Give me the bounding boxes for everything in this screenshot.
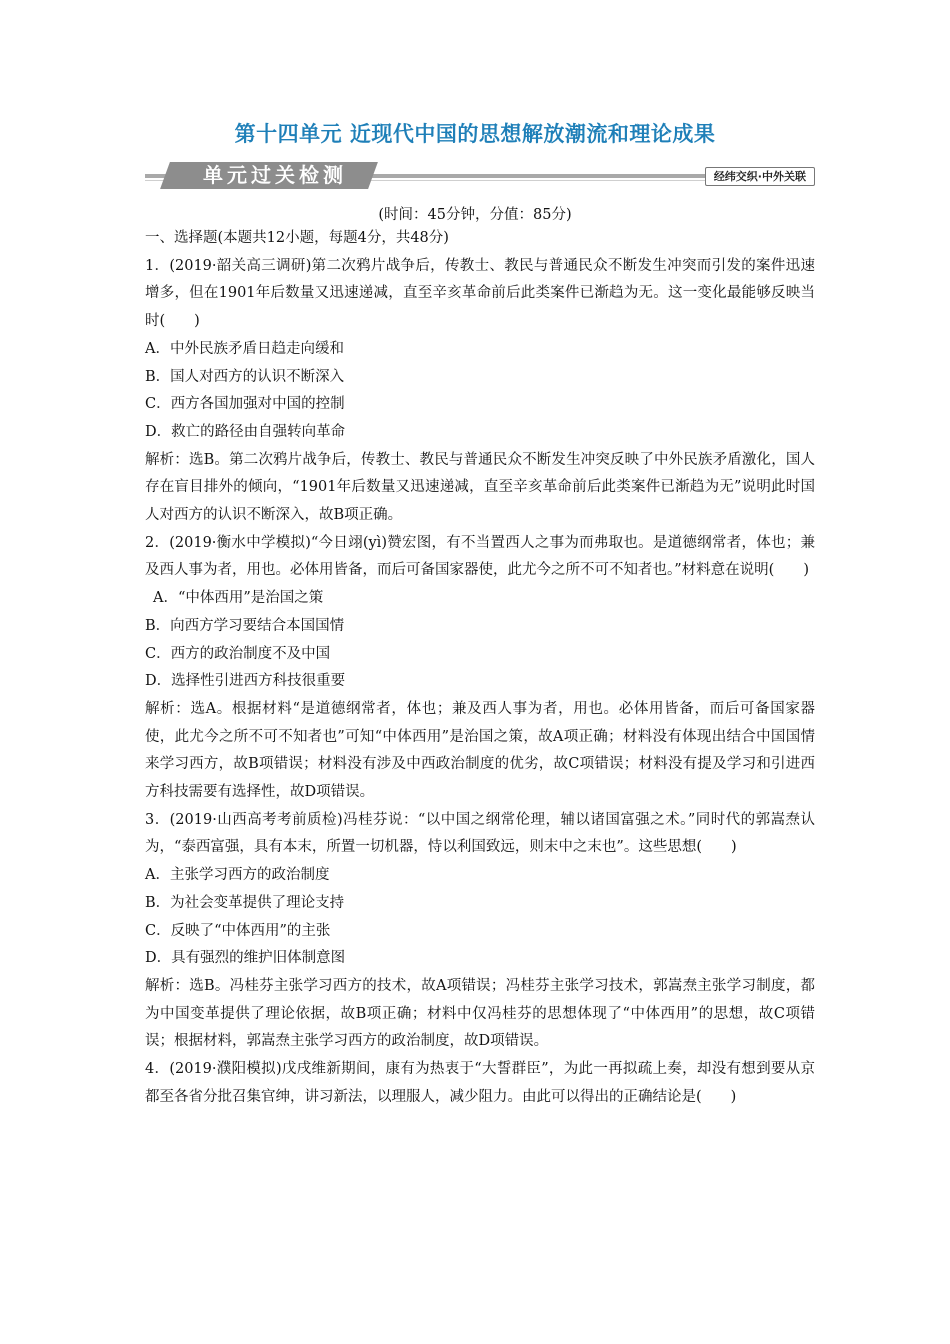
option-a: A．主张学习西方的政治制度 — [145, 867, 330, 884]
section-banner — [145, 163, 815, 187]
question-stem: 3．(2019·山西高考考前质检)冯桂芬说：“以中国之纲常伦理，辅以诸国富强之术。”同时代的郭嵩焘认为，“泰西富强，具有本末，所置一切机器，恃以利国致远，则末中之末也”。这些思想( ) — [145, 811, 815, 856]
option-b: B．为社会变革提供了理论支持 — [145, 894, 345, 911]
option-c: C．西方的政治制度不及中国 — [145, 645, 331, 662]
option-a: A．中外民族矛盾日趋走向缓和 — [145, 340, 344, 357]
option-d: D．具有强烈的维护旧体制意图 — [145, 950, 346, 967]
question-stem: 2．(2019·衡水中学模拟)“今日翊(yì)赞宏图，有不当置西人之事为而弗取也。是道德纲常者，体也；兼及西人事为者，用也。必体用皆备，而后可备国家器使，此尤今之所不可不知者也。”材料意在说明( ) — [145, 534, 815, 579]
option-b: B．国人对西方的认识不断深入 — [145, 368, 345, 385]
option-d: D．选择性引进西方科技很重要 — [145, 673, 346, 690]
analysis: 解析：选B。冯桂芬主张学习西方的技术，故A项错误；冯桂芬主张学习技术，郭嵩焘主张学习制度，都为中国变革提供了理论依据，故B项正确；材料中仅冯桂芬的思想体现了“中体西用”的思想，故C项错误；根据材料，郭嵩焘主张学习西方的政治制度，故D项错误。 — [145, 977, 815, 1050]
page-title: 第十四单元 近现代中国的思想解放潮流和理论成果 — [234, 122, 716, 146]
option-a: A．“中体西用”是治国之策 — [153, 590, 324, 607]
option-b: B．向西方学习要结合本国国情 — [145, 617, 345, 634]
exam-meta: (时间：45分钟，分值：85分) — [378, 207, 572, 223]
question-stem: 4．(2019·濮阳模拟)戊戌维新期间，康有为热衷于“大誓群臣”，为此一再拟疏上奏，却没有想到要从京都至各省分批召集官绅，讲习新法，以理服人，减少阻力。由此可以得出的正确结论是( ) — [145, 1061, 815, 1105]
option-d: D．救亡的路径由自强转向革命 — [145, 423, 346, 440]
question-stem: 1．(2019·韶关高三调研)第二次鸦片战争后，传教士、教民与普通民众不断发生冲突而引发的案件迅速增多，但在1901年后数量又迅速递减，直至辛亥革命前后此类案件已渐趋为无。这一变化最能够反映当时( ) — [145, 257, 815, 330]
analysis: 解析：选A。根据材料“是道德纲常者，体也；兼及西人事为者，用也。必体用皆备，而后可备国家器使，此尤今之所不可不知者也”可知“中体西用”是治国之策，故A项正确；材料没有体现出结合中国国情来学习西方，故B项错误；材料没有涉及中西政治制度的优劣，故C项错误；材料没有提及学习和引进西方科技需要有选择性，故D项错误。 — [145, 700, 815, 801]
option-c: C．西方各国加强对中国的控制 — [145, 396, 345, 413]
analysis: 解析：选B。第二次鸦片战争后，传教士、教民与普通民众不断发生冲突反映了中外民族矛盾激化，国人存在盲目排外的倾向，“1901年后数量又迅速递减，直至辛亥革命前后此类案件已渐趋为无”说明此时国人对西方的认识不断深入，故B项正确。 — [145, 451, 815, 524]
section-heading: 一、选择题(本题共12小题，每题4分，共48分) — [145, 230, 449, 246]
document-body — [145, 225, 815, 1112]
banner-tag: 经纬交织·中外关联 — [705, 167, 815, 186]
option-c: C．反映了“中体西用”的主张 — [145, 922, 331, 939]
banner-title: 单元过关检测 — [203, 163, 347, 187]
